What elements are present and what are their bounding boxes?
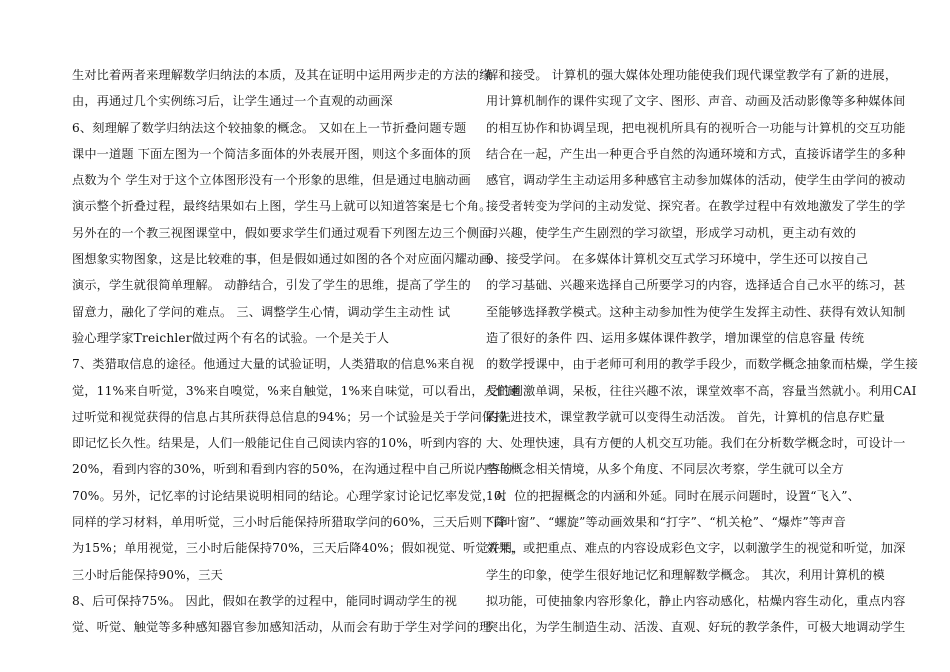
text-line: 生对比着两者来理解数学归纳法的本质，及其在证明中运用两步走的方法的缘 [72,68,492,82]
text-line: 些与概念相关情境，从多个角度、不同层次考察，学生就可以全方 [486,462,844,477]
text-line: 点数为个 学生对于这个立体图形没有一个形象的思维，但是通过电脑动画 [72,173,471,188]
text-line: 觉、听觉、触觉等多种感知器官参加感知活动，从而会有助于学生对学问的理 [72,620,492,635]
text-line: 图想象实物图象，这是比较难的事，但是假如通过如图的各个对应面闪耀动画 [72,252,492,267]
text-line: 学生的印象，使学生很好地记忆和理解数学概念。 其次，利用计算机的模 [486,567,885,582]
text-line: 20%，看到内容的30%，听到和看到内容的50%，在沟通过程中自己所说内容的 [72,462,513,477]
text-line: 另外在的一个教三视图课堂中，假如要求学生们通过观看下列图左边三个侧面 [72,225,492,240]
text-line: 为15%；单用视觉，三小时后能保持70%，三天后降40%；假如视觉、听觉并用， [72,541,525,556]
text-line: 拟功能，可使抽象内容形象化，静止内容动感化，枯燥内容生动化，重点内容 [486,593,906,608]
text-line: 解和接受。 计算机的强大媒体处理功能使我们现代课堂教学有了新的进展， [486,68,898,82]
text-line: 同样的学习材料，单用听觉，三小时后能保持所猎取学问的60%，三天后则下降 [72,515,507,530]
text-line: 8、后可保持75%。 因此，假如在教学的过程中，能同时调动学生的视 [72,593,457,608]
text-line: 课中一道题 下面左图为一个简洁多面体的外表展开图，则这个多面体的顶 [72,146,471,161]
text-line: 由，再通过几个实例练习后，让学生通过一个直观的动画深 [72,94,393,109]
text-line: 大、处理快速，具有方便的人机交互功能。我们在分析数学概念时，可设计一 [486,436,906,451]
text-line: 留意力，融化了学问的难点。 三、调整学生心情，调动学生主动性 试 [72,304,451,319]
text-line: “百叶窗”、“螺旋”等动画效果和“打字”、“机关枪”、“爆炸”等声音 [486,515,846,530]
text-line: 造了很好的条件 四、运用多媒体课件教学，增加课堂的信息容量 传统 [486,330,865,345]
text-line: 70%。另外，记忆率的讨论结果说明相同的结论。心理学家讨论记忆率发觉，对 [72,488,507,503]
text-line: 演示，学生就很简单理解。 动静结合，引发了学生的思维，提高了学生的 [72,278,471,293]
text-line: 演示整个折叠过程，最终结果如右上图，学生马上就可以知道答案是七个角。 [72,199,492,214]
text-line: 效果，或把重点、难点的内容设成彩色文字，以刺激学生的视觉和听觉，加深 [486,541,906,556]
text-line: 的相互协作和协调呈现，把电视机所具有的视听合一功能与计算机的交互功能 [486,120,906,135]
text-line: 习兴趣，使学生产生剧烈的学习欲望，形成学习动机，更主动有效的 [486,225,857,240]
text-line: 感官，调动学生主动运用多种感官主动参加媒体的活动，使学生由学问的被动 [486,173,906,188]
left-text-column [72,62,525,641]
text-line: 验心理学家Treichler做过两个有名的试验。一个是关于人 [72,330,390,345]
text-line: 受的刺激单调，呆板，往往兴趣不浓，课堂效率不高，容量当然就小。利用CAI [486,383,917,398]
text-line: 的数学授课中，由于老师可利用的教学手段少，而数学概念抽象而枯燥，学生接 [486,357,918,372]
right-text-column [486,62,918,641]
text-line: 三小时后能保持90%，三天 [72,567,223,582]
text-line: 至能够选择教学模式。这种主动参加性为使学生发挥主动性、获得有效认知制 [486,304,906,319]
text-line: 7、类猎取信息的途径。他通过大量的试验证明，人类猎取的信息%来自视 [72,357,475,372]
text-line: 9、接受学问。 在多媒体计算机交互式学习环境中，学生还可以按自己 [486,252,869,267]
text-line: 的学习基础、兴趣来选择自己所要学习的内容，选择适合自己水平的练习，甚 [486,278,906,293]
text-line: 过听觉和视觉获得的信息占其所获得总信息的94%；另一个试验是关于学问保持 [72,409,507,424]
text-line: 接受者转变为学问的主动发觉、探究者。在教学过程中有效地激发了学生的学 [486,199,906,214]
text-line: 用计算机制作的课件实现了文字、图形、声音、动画及活动影像等多种媒体间 [486,94,906,109]
text-line: 10、位的把握概念的内涵和外延。同时在展示问题时，设置“飞入”、 [486,488,861,503]
text-line: 的先进技术，课堂教学就可以变得生动活泼。 首先，计算机的信息存贮量 [486,409,885,424]
text-line: 觉，11%来自听觉，3%来自嗅觉，%来自触觉，1%来自味觉，可以看出，人们通 [72,383,521,398]
text-line: 结合在一起，产生出一种更合乎自然的沟通环境和方式，直接诉诸学生的多种 [486,146,906,161]
text-line: 6、刻理解了数学归纳法这个较抽象的概念。 又如在上一节折叠问题专题 [72,120,467,135]
text-line: 即记忆长久性。结果是，人们一般能记住自己阅读内容的10%，听到内容的 [72,436,483,451]
text-line: 突出化，为学生制造生动、活泼、直观、好玩的教学条件，可极大地调动学生 [486,620,906,635]
